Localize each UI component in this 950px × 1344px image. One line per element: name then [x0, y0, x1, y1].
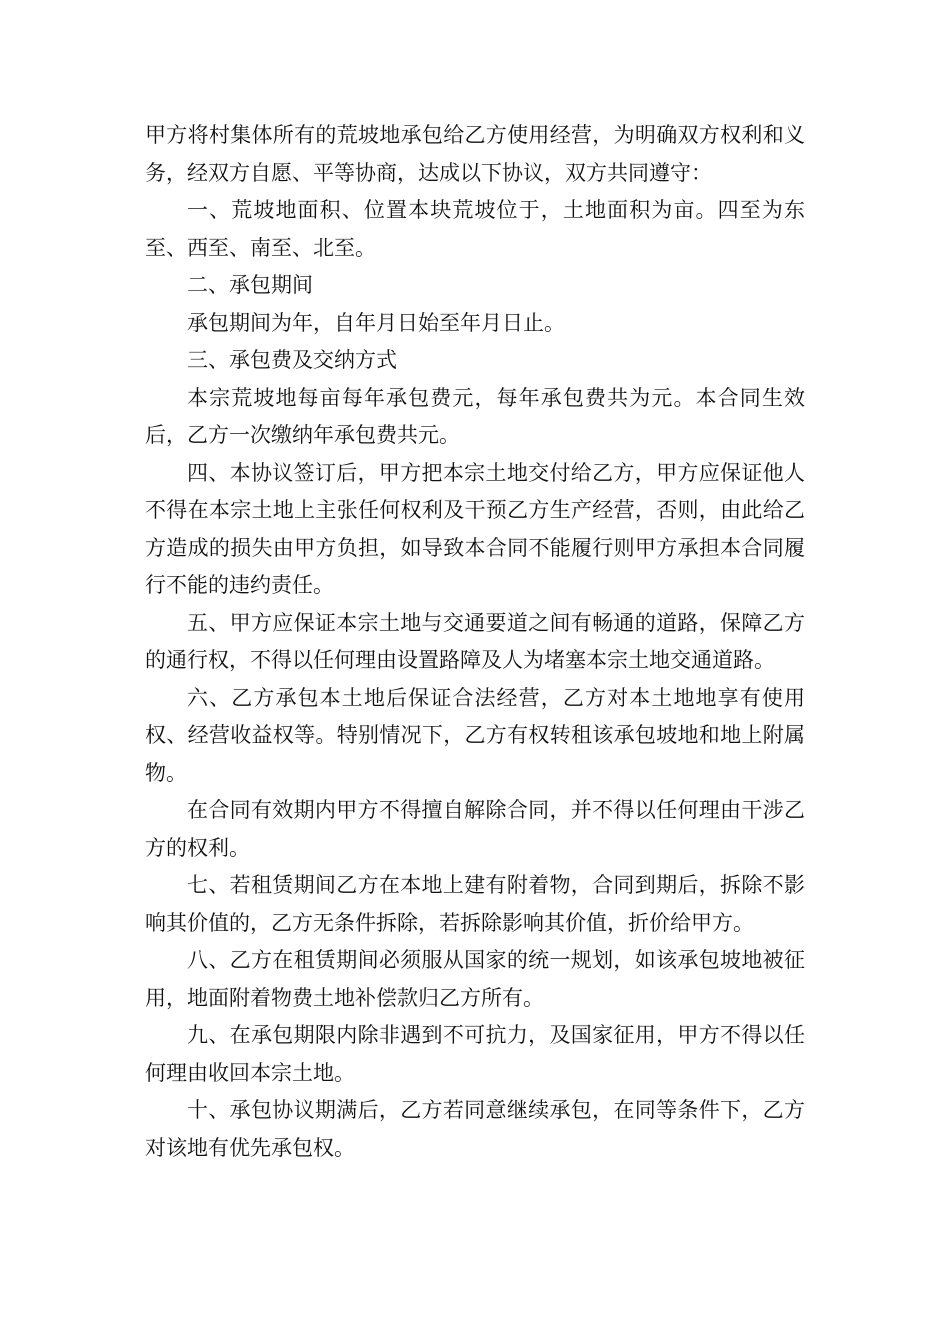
paragraph-clause-3-heading: 三、承包费及交纳方式	[187, 348, 397, 372]
paragraph-clause-8: 八、乙方在租赁期间必须服从国家的统一规划，如该承包坡地被征用，地面附着物费土地补偿款归乙方所有。	[145, 948, 805, 1010]
paragraph-clause-10: 十、承包协议期满后，乙方若同意继续承包，在同等条件下，乙方对该地有优先承包权。	[145, 1098, 805, 1160]
paragraph-clause-3-body: 本宗荒坡地每亩每年承包费元，每年承包费共为元。本合同生效后，乙方一次缴纳年承包费共元。	[145, 385, 805, 447]
paragraph-clause-1: 一、荒坡地面积、位置本块荒坡位于，土地面积为亩。四至为东至、西至、南至、北至。	[145, 198, 805, 260]
paragraph-clause-2-body: 承包期间为年，自年月日始至年月日止。	[187, 310, 565, 335]
paragraph-preamble: 甲方将村集体所有的荒坡地承包给乙方使用经营，为明确双方权利和义务，经双方自愿、平等协商，达成以下协议，双方共同遵守：	[145, 123, 805, 185]
paragraph-clause-6: 六、乙方承包本土地后保证合法经营，乙方对本土地地享有使用权、经营收益权等。特别情况下，乙方有权转租该承包坡地和地上附属物。	[145, 685, 805, 785]
paragraph-clause-6-continued: 在合同有效期内甲方不得擅自解除合同，并不得以任何理由干涉乙方的权利。	[145, 798, 805, 860]
paragraph-clause-5: 五、甲方应保证本宗土地与交通要道之间有畅通的道路，保障乙方的通行权，不得以任何理由设置路障及人为堵塞本宗土地交通道路。	[145, 610, 805, 672]
paragraph-clause-2-heading: 二、承包期间	[187, 273, 313, 297]
paragraph-clause-9: 九、在承包期限内除非遇到不可抗力，及国家征用，甲方不得以任何理由收回本宗土地。	[145, 1023, 805, 1085]
paragraph-clause-7: 七、若租赁期间乙方在本地上建有附着物，合同到期后，拆除不影响其价值的，乙方无条件拆除，若拆除影响其价值，折价给甲方。	[145, 873, 805, 935]
paragraph-clause-4: 四、本协议签订后，甲方把本宗土地交付给乙方，甲方应保证他人不得在本宗土地上主张任何权利及干预乙方生产经营，否则，由此给乙方造成的损失由甲方负担，如导致本合同不能履行则甲方承担本合同履行不能的违约责任。	[145, 460, 805, 597]
document-body	[145, 117, 805, 1167]
